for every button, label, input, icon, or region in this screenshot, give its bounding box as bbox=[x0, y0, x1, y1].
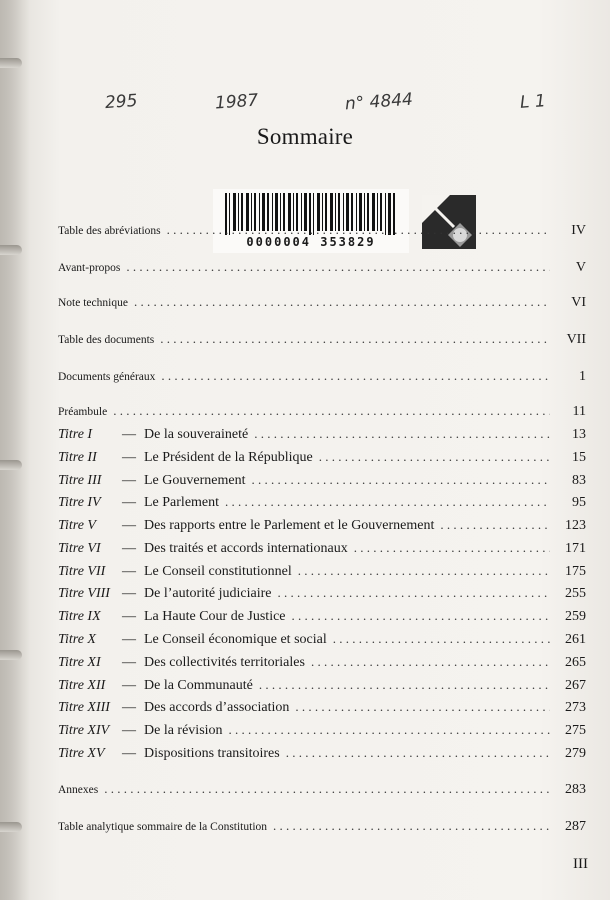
titre-number: Titre III bbox=[58, 473, 102, 488]
toc-page-number: 267 bbox=[565, 678, 586, 693]
dot-leader bbox=[251, 472, 550, 488]
titre-number: Titre I bbox=[58, 427, 93, 442]
binder-ring bbox=[0, 245, 22, 255]
dot-leader bbox=[311, 654, 550, 670]
toc-entry bbox=[58, 781, 586, 801]
toc-page-number: 175 bbox=[565, 564, 586, 579]
titre-number: Titre XV bbox=[58, 746, 105, 761]
toc-titre-entry bbox=[58, 722, 586, 742]
toc-titre-entry bbox=[58, 563, 586, 583]
page-folio: III bbox=[573, 856, 588, 872]
toc-page-number: 261 bbox=[565, 632, 586, 647]
dot-leader bbox=[273, 818, 550, 834]
toc-entry-label: Table des documents bbox=[58, 334, 155, 346]
titre-heading: Des traités et accords internationaux bbox=[144, 541, 348, 556]
dot-leader bbox=[440, 517, 550, 533]
handwritten-note: n° 4844 bbox=[344, 89, 414, 115]
dot-leader bbox=[292, 608, 550, 624]
handwritten-note: L 1 bbox=[519, 91, 547, 113]
titre-number: Titre XI bbox=[58, 655, 101, 670]
toc-titre-entry bbox=[58, 608, 586, 628]
dot-leader bbox=[319, 449, 550, 465]
em-dash: — bbox=[122, 427, 136, 442]
toc-page-number: 15 bbox=[572, 450, 586, 465]
toc-page-number: 255 bbox=[565, 586, 586, 601]
toc-page-number: 95 bbox=[572, 495, 586, 510]
em-dash: — bbox=[122, 495, 136, 510]
em-dash: — bbox=[122, 450, 136, 465]
em-dash: — bbox=[122, 518, 136, 533]
binder-ring bbox=[0, 822, 22, 832]
dot-leader bbox=[229, 722, 550, 738]
em-dash: — bbox=[122, 586, 136, 601]
handwritten-note: 295 bbox=[104, 90, 139, 114]
titre-number: Titre IX bbox=[58, 609, 101, 624]
toc-entry bbox=[58, 259, 586, 279]
toc-page-number: 275 bbox=[565, 723, 586, 738]
titre-heading: De la révision bbox=[144, 723, 223, 738]
dot-leader bbox=[298, 563, 550, 579]
toc-titre-entry bbox=[58, 631, 586, 651]
toc-page-number: 265 bbox=[565, 655, 586, 670]
titre-heading: Des rapports entre le Parlement et le Gouvernement bbox=[144, 518, 435, 533]
titre-heading: Dispositions transitoires bbox=[144, 746, 280, 761]
dot-leader bbox=[286, 745, 550, 761]
em-dash: — bbox=[122, 723, 136, 738]
toc-entry-label: Documents généraux bbox=[58, 371, 156, 383]
titre-heading: De la Communauté bbox=[144, 678, 253, 693]
titre-number: Titre XIV bbox=[58, 723, 110, 738]
page-title: Sommaire bbox=[256, 124, 354, 149]
dot-leader bbox=[104, 781, 550, 797]
toc-page-number: 273 bbox=[565, 700, 586, 715]
toc-entry bbox=[58, 294, 586, 314]
toc-entry bbox=[58, 818, 586, 838]
titre-number: Titre VI bbox=[58, 541, 101, 556]
toc-page-number: V bbox=[575, 260, 586, 275]
toc-entry-label: Note technique bbox=[58, 297, 128, 309]
toc-titre-entry bbox=[58, 449, 586, 469]
toc-page-number: IV bbox=[571, 223, 586, 238]
toc-page-number: 13 bbox=[572, 427, 586, 442]
toc-titre-entry bbox=[58, 540, 586, 560]
dot-leader bbox=[126, 259, 550, 275]
em-dash: — bbox=[122, 678, 136, 693]
toc-entry-label: Annexes bbox=[58, 784, 99, 796]
binder-ring bbox=[0, 58, 22, 68]
handwritten-note: 1987 bbox=[214, 90, 259, 114]
toc-entry bbox=[58, 403, 586, 423]
dot-leader bbox=[354, 540, 550, 556]
titre-heading: Des collectivités territoriales bbox=[144, 655, 305, 670]
toc-page-number: 123 bbox=[565, 518, 586, 533]
em-dash: — bbox=[122, 473, 136, 488]
titre-heading: Des accords d’association bbox=[144, 700, 290, 715]
toc-entry-label: Avant-propos bbox=[58, 262, 121, 274]
binder-ring bbox=[0, 460, 22, 470]
dot-leader bbox=[167, 222, 550, 238]
titre-heading: De l’autorité judiciaire bbox=[144, 586, 272, 601]
toc-page-number: 259 bbox=[565, 609, 586, 624]
toc-page-number: 283 bbox=[565, 782, 586, 797]
toc-titre-entry bbox=[58, 745, 586, 765]
toc-page-number: 171 bbox=[565, 541, 586, 556]
dot-leader bbox=[160, 331, 550, 347]
dot-leader bbox=[254, 426, 550, 442]
dot-leader bbox=[161, 368, 550, 384]
barcode-number: 0000004 353829 bbox=[246, 235, 376, 249]
em-dash: — bbox=[122, 632, 136, 647]
toc-titre-entry bbox=[58, 517, 586, 537]
em-dash: — bbox=[122, 655, 136, 670]
toc-titre-entry bbox=[58, 654, 586, 674]
titre-number: Titre II bbox=[58, 450, 97, 465]
titre-heading: Le Conseil constitutionnel bbox=[144, 564, 292, 579]
titre-number: Titre VII bbox=[58, 564, 106, 579]
titre-heading: Le Parlement bbox=[144, 495, 220, 510]
em-dash: — bbox=[122, 746, 136, 761]
toc-titre-entry bbox=[58, 585, 586, 605]
toc-titre-entry bbox=[58, 494, 586, 514]
toc-entry-label: Table des abréviations bbox=[58, 225, 161, 237]
dot-leader bbox=[259, 677, 550, 693]
dot-leader bbox=[225, 494, 550, 510]
dot-leader bbox=[295, 699, 550, 715]
titre-number: Titre XII bbox=[58, 678, 106, 693]
binder-ring bbox=[0, 650, 22, 660]
titre-heading: Le Conseil économique et social bbox=[144, 632, 327, 647]
titre-number: Titre X bbox=[58, 632, 96, 647]
toc-titre-entry bbox=[58, 426, 586, 446]
dot-leader bbox=[333, 631, 550, 647]
toc-entry-label: Table analytique sommaire de la Constitution bbox=[58, 821, 268, 833]
toc-page-number: 83 bbox=[572, 473, 586, 488]
toc-page-number: 11 bbox=[572, 404, 586, 419]
dot-leader bbox=[278, 585, 551, 601]
titre-number: Titre V bbox=[58, 518, 96, 533]
toc-titre-entry bbox=[58, 677, 586, 697]
toc-page-number: VII bbox=[566, 332, 586, 347]
titre-number: Titre XIII bbox=[58, 700, 110, 715]
titre-heading: Le Président de la République bbox=[144, 450, 313, 465]
toc-entry bbox=[58, 368, 586, 388]
toc-entry bbox=[58, 331, 586, 351]
dot-leader bbox=[134, 294, 550, 310]
barcode-label bbox=[213, 189, 409, 253]
em-dash: — bbox=[122, 541, 136, 556]
em-dash: — bbox=[122, 700, 136, 715]
toc-entry bbox=[58, 222, 586, 242]
em-dash: — bbox=[122, 564, 136, 579]
toc-page-number: 279 bbox=[565, 746, 586, 761]
titre-heading: Le Gouvernement bbox=[144, 473, 246, 488]
toc-page-number: 287 bbox=[565, 819, 586, 834]
titre-heading: La Haute Cour de Justice bbox=[144, 609, 286, 624]
dot-leader bbox=[113, 403, 550, 419]
toc-page-number: VI bbox=[571, 295, 586, 310]
toc-titre-entry bbox=[58, 472, 586, 492]
em-dash: — bbox=[122, 609, 136, 624]
titre-number: Titre IV bbox=[58, 495, 101, 510]
toc-titre-entry bbox=[58, 699, 586, 719]
titre-heading: De la souveraineté bbox=[144, 427, 249, 442]
titre-number: Titre VIII bbox=[58, 586, 110, 601]
toc-entry-label: Préambule bbox=[58, 406, 108, 418]
toc-page-number: 1 bbox=[579, 369, 586, 384]
